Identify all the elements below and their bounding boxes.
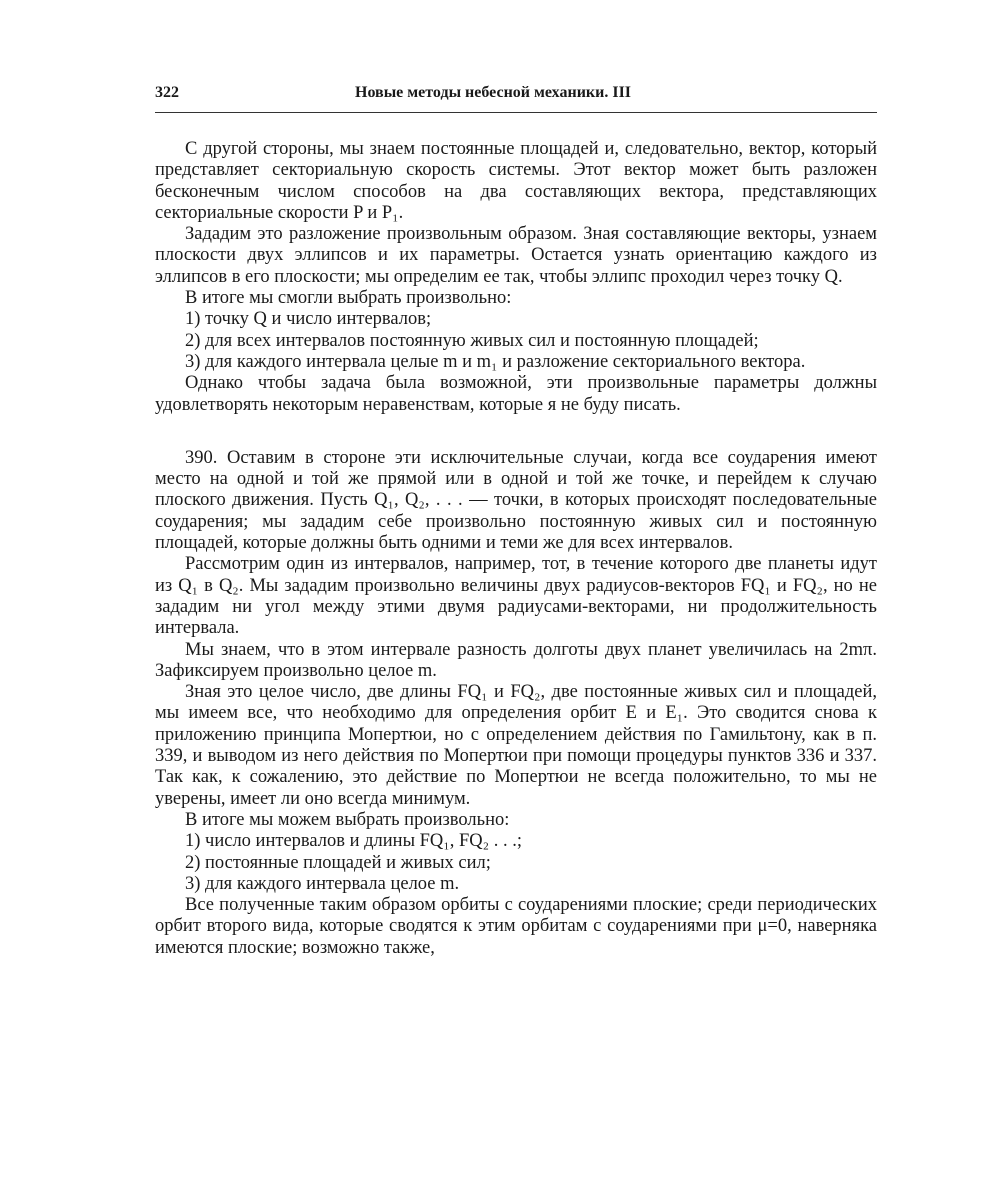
running-header xyxy=(155,84,877,112)
list-item: 2) постоянные площадей и живых сил; xyxy=(185,852,491,873)
page xyxy=(155,84,877,959)
list-item: 1) точку Q и число интервалов; xyxy=(185,309,432,330)
running-title: Новые методы небесной механики. III xyxy=(355,84,632,101)
list-item: 3) для каждого интервала целое m. xyxy=(185,873,460,894)
page-number: 322 xyxy=(155,84,179,101)
body-text xyxy=(155,139,877,959)
list-item: 3) для каждого интервала целые m и m₁ и разложение секториального вектора. xyxy=(185,351,806,372)
paragraph: В итоге мы можем выбрать произвольно: xyxy=(185,809,510,830)
paragraph: Все полученные таким образом орбиты с соударениями плоские; среди периодических орбит второго вида, которые сводятся к этим орбитам с соударениями при μ=0, наверняка имеются плоские; возможно также, xyxy=(155,895,877,958)
paragraph: Однако чтобы задача была возможной, эти произвольные параметры должны удовлетворять некоторым неравенствам, которые я не буду писать. xyxy=(155,373,877,415)
paragraph: Зная это целое число, две длины FQ₁ и FQ₂, две постоянные живых сил и площадей, мы имеем все, что необходимо для определения орбит E и E₁. Это сводится снова к приложению принципа Мопертюи, но с определением действия по Гамильтону, как в п. 339, и выводом из него действия по Мопертюи при помощи процедуры пунктов 336 и 337. Так как, к сожалению, это действие по Мопертюи не всегда положительно, то мы не уверены, имеет ли оно всегда минимум. xyxy=(155,682,877,809)
paragraph: В итоге мы смогли выбрать произвольно: xyxy=(185,288,512,309)
list-item: 2) для всех интервалов постоянную живых сил и постоянную площадей; xyxy=(185,330,759,351)
paragraph: Рассмотрим один из интервалов, например, тот, в течение которого две планеты идут из Q₁ в Q₂. Мы зададим произвольно величины двух радиусов-векторов FQ₁ и FQ₂, но не зададим ни угол между этими двумя радиусами-векторами, ни продолжительность интервала. xyxy=(155,554,877,639)
header-rule xyxy=(155,112,877,113)
section-390-paragraph: 390. Оставим в стороне эти исключительные случаи, когда все соударения имеют место на одной и той же прямой или в одной и той же точке, и перейдем к случаю плоского движения. Пусть Q₁, Q₂, . . . — точки, в которых происходят последовательные соударения; мы зададим себе произвольно постоянную живых сил и постоянную площадей, которые должны быть одними и теми же для всех интервалов. xyxy=(155,447,877,554)
list-item: 1) число интервалов и длины FQ₁, FQ₂ . . .; xyxy=(185,831,522,852)
paragraph: Зададим это разложение произвольным образом. Зная составляющие векторы, узнаем плоскости двух эллипсов и их параметры. Остается узнать ориентацию каждого из эллипсов в его плоскости; мы определим ее так, чтобы эллипс проходил через точку Q. xyxy=(155,224,877,287)
paragraph: С другой стороны, мы знаем постоянные площадей и, следовательно, вектор, который представляет секториальную скорость системы. Этот вектор может быть разложен бесконечным числом способов на два составляющих вектора, представляющих секториальные скорости P и P₁. xyxy=(155,139,877,223)
paragraph: Мы знаем, что в этом интервале разность долготы двух планет увеличилась на 2mπ. Зафиксируем произвольно целое m. xyxy=(155,639,877,681)
